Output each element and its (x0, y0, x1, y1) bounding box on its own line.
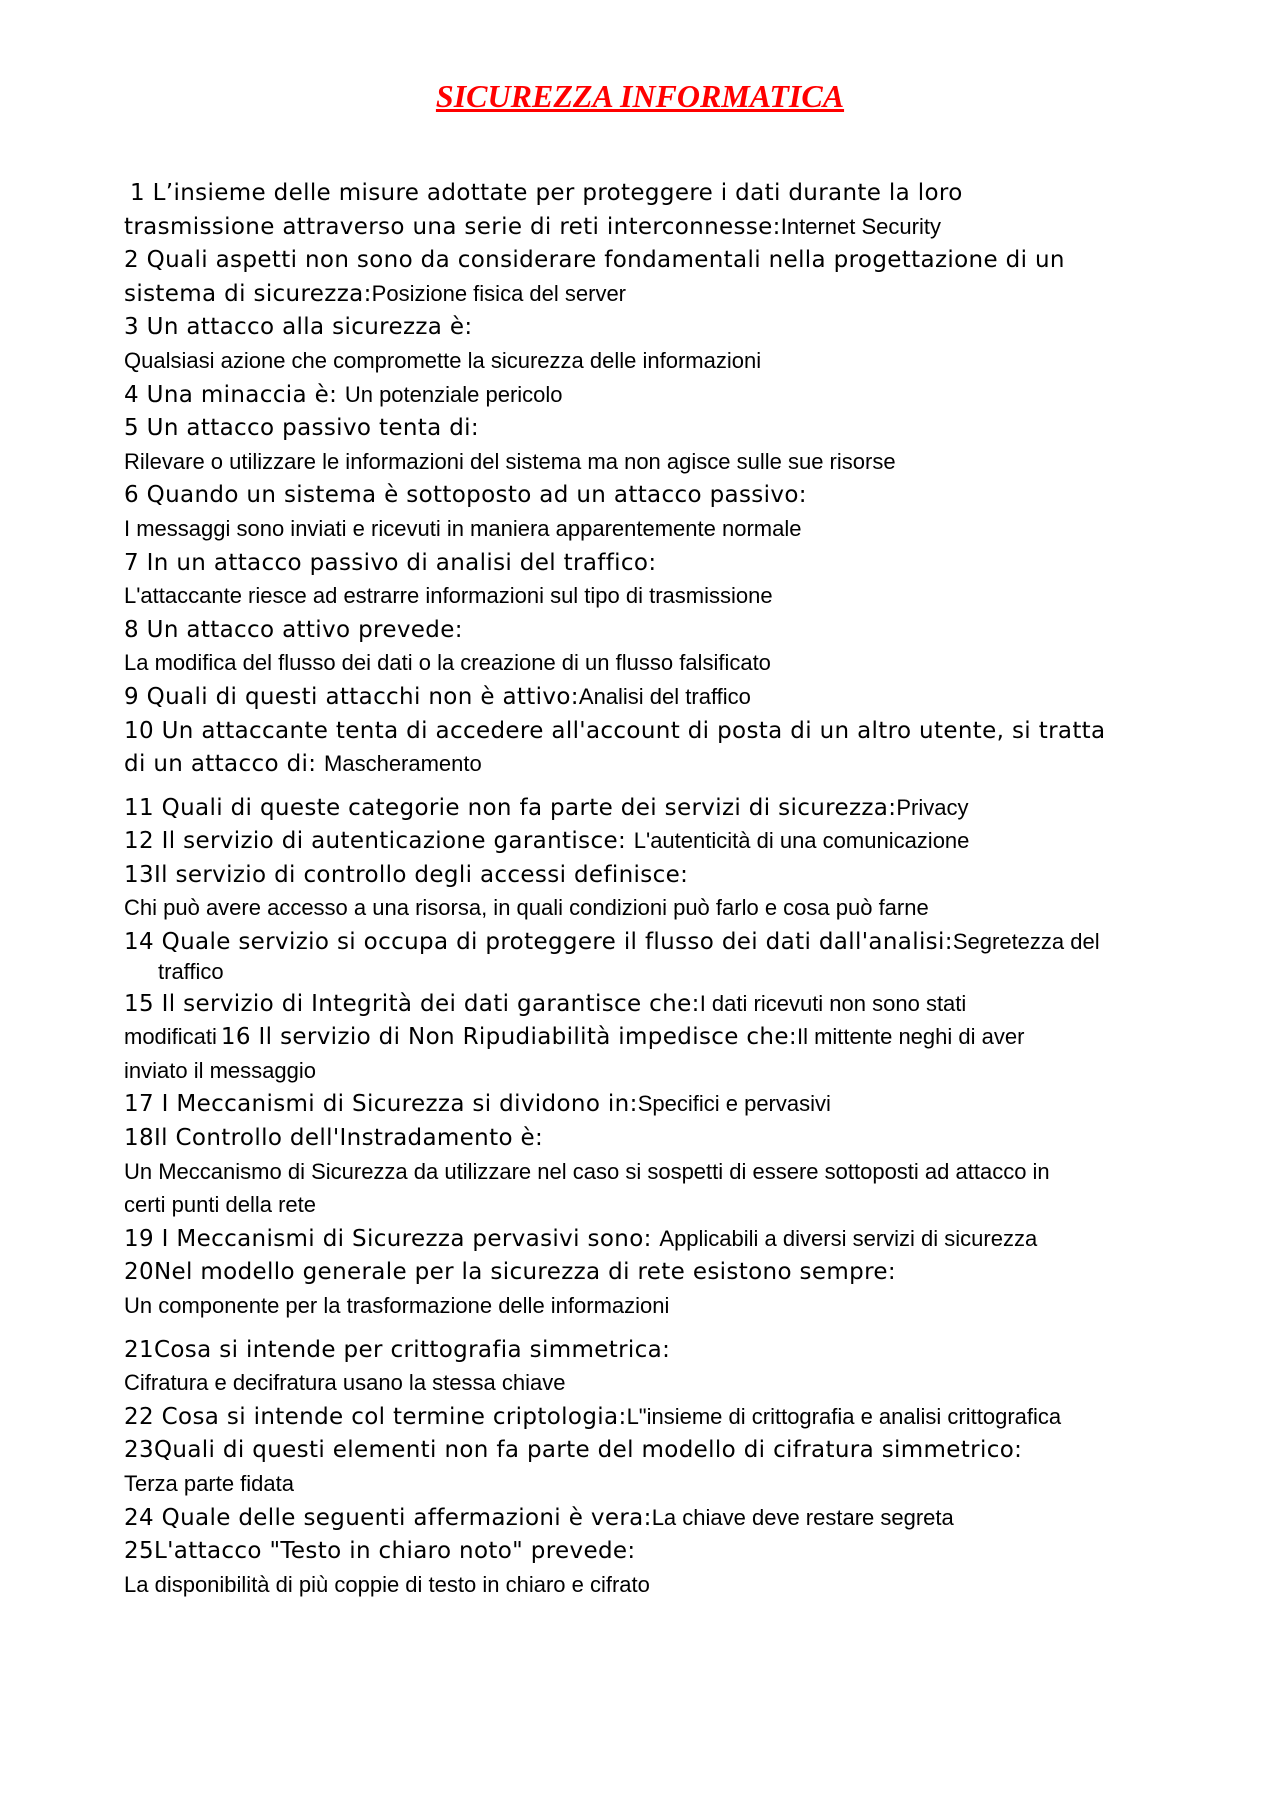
answer-text: Privacy (896, 794, 969, 820)
text-line (124, 824, 1184, 858)
text-line (124, 478, 1184, 512)
text-line (124, 579, 1184, 613)
question-text: 11 Quali di queste categorie non fa parte dei servizi di sicurezza: (124, 794, 897, 821)
question-text: 7 In un attacco passivo di analisi del traffico: (124, 549, 657, 576)
answer-text: Applicabili a diversi servizi di sicurezza (659, 1225, 1038, 1251)
text-line (124, 1020, 1184, 1054)
text-line (124, 411, 1184, 445)
text-line (124, 277, 1184, 311)
text-line (124, 1222, 1184, 1256)
answer-text: Un componente per la trasformazione delle informazioni (124, 1293, 670, 1318)
answer-text: Terza parte fidata (124, 1470, 294, 1496)
question-text: di un attacco di: (124, 751, 325, 778)
answer-text: Un Meccanismo di Sicurezza da utilizzare nel caso si sospetti di essere sottoposti ad attacco in (124, 1158, 1050, 1184)
text-line (124, 1155, 1184, 1189)
text-line (124, 925, 1184, 959)
text-line (124, 1366, 1184, 1400)
answer-text: L'attaccante riesce ad estrarre informazioni sul tipo di trasmissione (124, 583, 773, 609)
text-line (124, 1087, 1184, 1121)
question-text: 17 I Meccanismi di Sicurezza si dividono in: (124, 1091, 638, 1118)
answer-text: modificati (124, 1024, 217, 1050)
question-text: 14 Quale servizio si occupa di proteggere il flusso dei dati dall'analisi: (124, 929, 953, 956)
question-text: 23Quali di questi elementi non fa parte del modello di cifratura simmetrico: (124, 1437, 1023, 1464)
text-line (124, 176, 1184, 210)
text-line (124, 1534, 1184, 1568)
question-text: 9 Quali di questi attacchi non è attivo: (124, 683, 579, 710)
answer-text: Qualsiasi azione che compromette la sicurezza delle informazioni (124, 347, 762, 373)
answer-text: Analisi del traffico (578, 683, 751, 709)
question-text: 13Il servizio di controllo degli accessi definisce: (124, 861, 689, 888)
text-line (124, 1433, 1184, 1467)
question-list (124, 176, 1184, 1601)
answer-text: Internet Security (780, 213, 941, 239)
question-text: 10 Un attaccante tenta di accedere all'account di posta di un altro utente, si tratta (124, 717, 1106, 744)
question-text: 8 Un attacco attivo prevede: (124, 616, 463, 643)
text-line (124, 1467, 1184, 1501)
document-title: SICUREZZA INFORMATICA (435, 78, 845, 114)
question-text: 15 Il servizio di Integrità dei dati garantisce che: (124, 990, 700, 1017)
paragraph-gap (124, 781, 1184, 791)
text-line (124, 747, 1184, 781)
text-line (124, 546, 1184, 580)
answer-text: L"insieme di crittografia e analisi crittografica (626, 1403, 1062, 1429)
question-text: 25L'attacco "Testo in chiaro noto" prevede: (124, 1538, 636, 1565)
text-line (124, 1568, 1184, 1602)
question-text: 1 L’insieme delle misure adottate per proteggere i dati durante la loro (130, 180, 963, 206)
answer-text: certi punti della rete (124, 1192, 316, 1218)
answer-text: I dati ricevuti non sono stati (699, 990, 967, 1016)
text-line (124, 378, 1184, 412)
answer-text: Segretezza del (952, 929, 1100, 955)
text-line (124, 1054, 1184, 1088)
answer-text: La chiave deve restare segreta (651, 1504, 954, 1530)
question-text: 6 Quando un sistema è sottoposto ad un attacco passivo: (124, 482, 807, 509)
text-line (124, 680, 1184, 714)
question-text: 22 Cosa si intende col termine criptologia: (124, 1403, 627, 1430)
text-line (124, 445, 1184, 479)
answer-text: La modifica del flusso dei dati o la creazione di un flusso falsificato (124, 650, 771, 676)
text-line (124, 1188, 1184, 1222)
answer-text: Cifratura e decifratura usano la stessa chiave (124, 1370, 566, 1396)
answer-text: Mascheramento (324, 751, 482, 777)
text-line (124, 512, 1184, 546)
text-line (124, 1121, 1184, 1155)
question-text: 16 Il servizio di Non Ripudiabilità impedisce che: (220, 1024, 797, 1051)
question-text: 3 Un attacco alla sicurezza è: (124, 314, 473, 341)
text-line (124, 344, 1184, 378)
text-line (124, 1255, 1184, 1289)
text-line (124, 959, 1184, 987)
answer-text: Specifici e pervasivi (637, 1091, 831, 1117)
text-line (124, 791, 1184, 825)
question-text: 21Cosa si intende per crittografia simmetrica: (124, 1336, 671, 1363)
text-line (124, 858, 1184, 892)
answer-text: I messaggi sono inviati e ricevuti in maniera apparentemente normale (124, 515, 802, 541)
answer-text: Chi può avere accesso a una risorsa, in quali condizioni può farlo e cosa può farne (124, 895, 929, 921)
text-line (124, 891, 1184, 925)
text-line (124, 987, 1184, 1021)
question-text: 19 I Meccanismi di Sicurezza pervasivi sono: (124, 1225, 660, 1252)
question-text: 18Il Controllo dell'Instradamento è: (124, 1125, 544, 1152)
question-text: sistema di sicurezza: (124, 280, 372, 307)
answer-text: La disponibilità di più coppie di testo in chiaro e cifrato (124, 1571, 650, 1597)
text-line (124, 714, 1184, 748)
answer-text: L'autenticità di una comunicazione (633, 828, 970, 854)
answer-text: traffico (158, 958, 224, 984)
text-line (124, 1289, 1184, 1323)
answer-text: Il mittente neghi di aver (796, 1024, 1025, 1050)
text-line (124, 210, 1184, 244)
text-line (124, 1333, 1184, 1367)
question-text: 24 Quale delle seguenti affermazioni è vera: (124, 1504, 652, 1531)
question-text: 2 Quali aspetti non sono da considerare fondamentali nella progettazione di un (124, 247, 1065, 274)
answer-text: inviato il messaggio (124, 1057, 316, 1083)
question-text: 4 Una minaccia è: (124, 381, 345, 408)
text-line (124, 310, 1184, 344)
question-text: 5 Un attacco passivo tenta di: (124, 415, 480, 442)
text-line (124, 646, 1184, 680)
answer-text: Un potenziale pericolo (344, 381, 563, 407)
answer-text: Rilevare o utilizzare le informazioni del sistema ma non agisce sulle sue risorse (124, 448, 896, 474)
question-text: 20Nel modello generale per la sicurezza di rete esistono sempre: (124, 1259, 896, 1286)
text-line (124, 613, 1184, 647)
text-line (124, 1501, 1184, 1535)
text-line (124, 1400, 1184, 1434)
question-text: trasmissione attraverso una serie di reti interconnesse: (124, 213, 781, 240)
question-text: 12 Il servizio di autenticazione garantisce: (124, 828, 634, 855)
text-line (124, 243, 1184, 277)
answer-text: Posizione fisica del server (371, 280, 627, 306)
paragraph-gap (124, 1323, 1184, 1333)
